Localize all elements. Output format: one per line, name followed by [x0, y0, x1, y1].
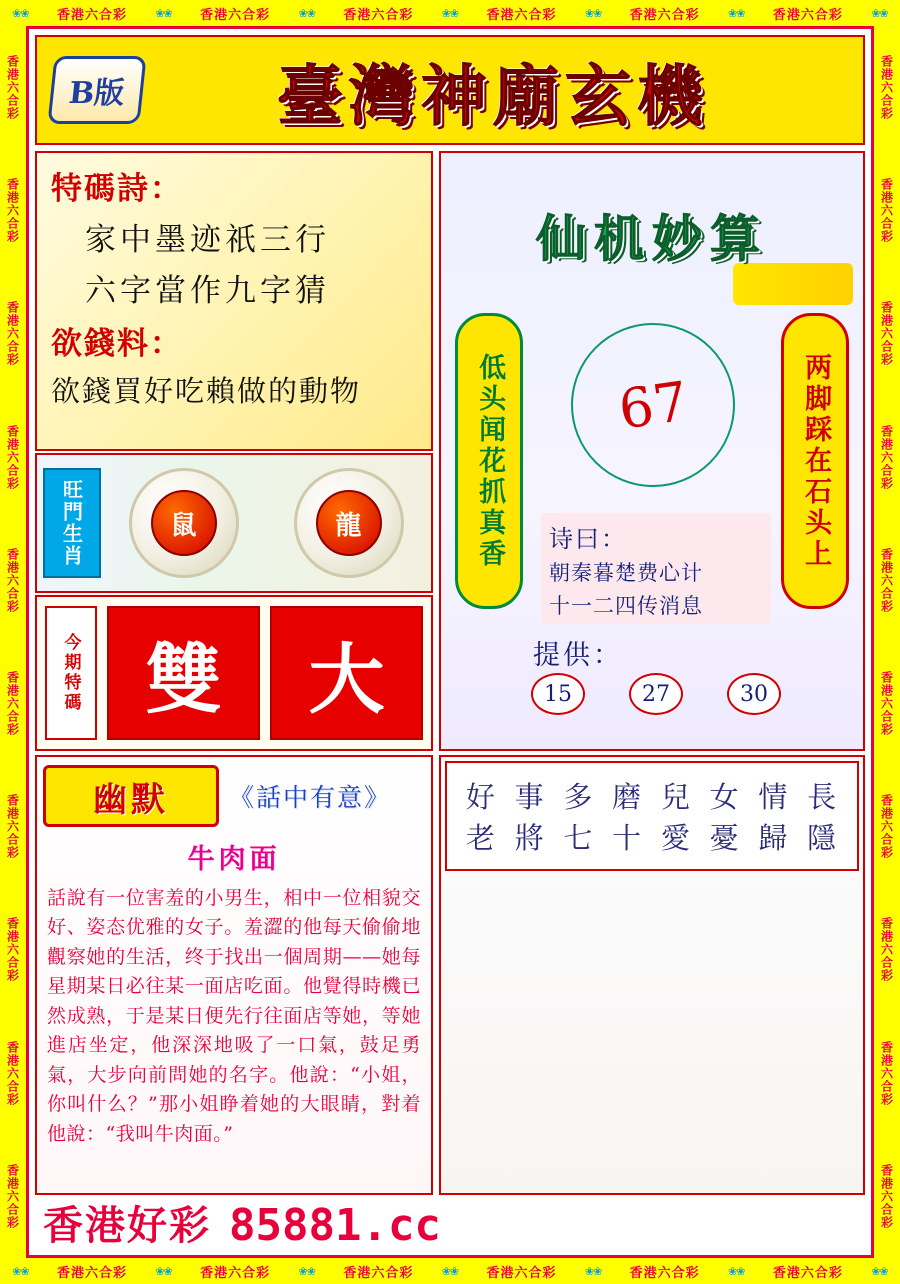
phrase-char: 憂: [709, 821, 741, 855]
phrase-char: 長: [807, 780, 839, 814]
phrase-char: 十: [612, 821, 644, 855]
marquee-text: 香港六合彩: [5, 1163, 20, 1229]
phrase-char: 情: [758, 780, 790, 814]
phrase-char: 愛: [660, 821, 692, 855]
marquee-text: 香港六合彩: [5, 547, 20, 613]
marquee-text: 香港六合彩: [200, 1265, 271, 1281]
marquee-text: 香港六合彩: [879, 55, 894, 121]
zodiac-glyph: 鼠: [151, 490, 217, 556]
humour-story-title: 牛肉面: [187, 844, 281, 875]
humour-story-body: 話說有一位害羞的小男生，相中一位相貌交好、姿态优雅的女子。羞澀的他每天偷偷地觀察她的生活，终于找出一個周期——她每星期某日必往某一面店吃面。他覺得時機已然成熟，于是某日便先行往面店等她，等她進店坐定，他深深地吸了一口氣，鼓足勇氣，大步向前問她的名字。他說：“小姐，你叫什么？”那小姐睁着她的大眼睛，對着他說：“我叫牛肉面。”: [47, 887, 421, 1145]
humour-panel: [35, 755, 433, 1195]
phrase-char: 兒: [660, 780, 692, 814]
oracle-poem-title: 诗曰：: [549, 525, 627, 553]
marquee-text: 香港六合彩: [879, 301, 894, 367]
poem-line-1: 家中墨迹祇三行: [85, 222, 330, 258]
marquee-dots: ❀❀: [155, 6, 172, 20]
marquee-text: 香港六合彩: [879, 794, 894, 860]
marquee-dots: ❀❀: [871, 1264, 888, 1278]
phrase-char: 七: [563, 821, 595, 855]
marquee-dots: ❀❀: [584, 1264, 602, 1278]
special-code-tag: 今期特碼: [45, 606, 97, 740]
oracle-circle-number: 67: [614, 369, 692, 441]
oracle-poem-line-1: 朝秦暮楚费心计: [549, 561, 703, 585]
marquee-text: 香港六合彩: [879, 547, 894, 613]
phrase-char: 多: [563, 780, 595, 814]
marquee-dots: ❀❀: [728, 1264, 745, 1278]
special-code-cell: 雙: [107, 606, 260, 740]
humour-badge: 幽默: [43, 765, 219, 827]
poem-line-2: 六字當作九字猜: [85, 273, 330, 309]
marquee-dots: ❀❀: [12, 1264, 29, 1278]
number-ball: 27: [629, 673, 683, 715]
marquee-dots: ❀❀: [728, 6, 745, 20]
footer-watermark: [43, 1194, 441, 1251]
phrase-strip: [445, 761, 859, 871]
footer-brand: 香港好彩: [43, 1202, 211, 1249]
oracle-title: 仙机妙算: [536, 209, 768, 268]
marquee-text: 香港六合彩: [5, 178, 20, 244]
special-code-poem-box: [35, 151, 433, 451]
marquee-dots: ❀❀: [584, 6, 602, 20]
marquee-text: 香港六合彩: [5, 55, 20, 121]
phrase-char: 事: [514, 780, 546, 814]
zodiac-tag-label: 旺門生肖: [43, 468, 101, 578]
phrase-char: 好: [465, 780, 497, 814]
marquee-text: 香港六合彩: [200, 7, 271, 23]
title-banner: [35, 35, 865, 145]
special-code-box: [35, 595, 433, 751]
phrase-char: 老: [465, 821, 497, 855]
phrase-line-2: [457, 816, 847, 857]
marquee-text: 香港六合彩: [772, 7, 843, 23]
phrase-char: 女: [709, 780, 741, 814]
number-ball: 15: [531, 673, 585, 715]
number-ball: 30: [727, 673, 781, 715]
zodiac-coin-list: [101, 468, 431, 578]
marquee-dots: ❀❀: [441, 1264, 459, 1278]
oracle-pillar-left: 低头闻花抓真香: [455, 313, 523, 609]
marquee-text: 香港六合彩: [772, 1265, 843, 1281]
marquee-dots: ❀❀: [298, 6, 315, 20]
marquee-text: 香港六合彩: [5, 671, 20, 737]
humour-subtitle: 《話中有意》: [229, 783, 392, 812]
marquee-text: 香港六合彩: [5, 424, 20, 490]
footer-url: 85881.cc: [229, 1200, 441, 1251]
oracle-pillar-right: 两脚踩在石头上: [781, 313, 849, 609]
marquee-text: 香港六合彩: [879, 1163, 894, 1229]
marquee-dots: ❀❀: [298, 1264, 315, 1278]
marquee-bottom: [0, 1258, 900, 1284]
phrase-char: 將: [514, 821, 546, 855]
marquee-text: 香港六合彩: [5, 1040, 20, 1106]
special-code-cell: 大: [270, 606, 423, 740]
page-title: 臺灣神廟玄機: [277, 56, 709, 135]
zodiac-coin: [129, 468, 239, 578]
marquee-text: 香港六合彩: [629, 1265, 700, 1281]
marquee-dots: ❀❀: [155, 1264, 172, 1278]
marquee-dots: ❀❀: [441, 6, 459, 20]
marquee-dots: ❀❀: [871, 6, 888, 20]
provided-numbers: [531, 673, 781, 715]
zodiac-coin: [294, 468, 404, 578]
phrase-char: 隱: [807, 821, 839, 855]
phrase-char: 磨: [612, 780, 644, 814]
marquee-text: 香港六合彩: [56, 7, 127, 23]
zodiac-box: [35, 453, 433, 593]
marquee-top: [0, 0, 900, 26]
marquee-left: [0, 26, 26, 1258]
poem-line-3: 欲錢買好吃賴做的動物: [51, 374, 362, 408]
provide-label: 提供：: [533, 640, 623, 671]
marquee-text: 香港六合彩: [343, 1265, 414, 1281]
marquee-text: 香港六合彩: [56, 1265, 127, 1281]
oracle-circle: [571, 323, 735, 487]
oracle-poem-line-2: 十一二四传消息: [549, 594, 703, 618]
marquee-text: 香港六合彩: [879, 671, 894, 737]
oracle-poem-card: [541, 513, 771, 623]
marquee-right: [874, 26, 900, 1258]
oracle-panel: [439, 151, 865, 751]
marquee-text: 香港六合彩: [5, 794, 20, 860]
poem-label-special-code: 特碼詩：: [51, 171, 183, 207]
phrase-char: 歸: [758, 821, 790, 855]
marquee-text: 香港六合彩: [5, 917, 20, 983]
humour-header: [37, 757, 431, 827]
marquee-text: 香港六合彩: [879, 178, 894, 244]
marquee-dots: ❀❀: [12, 6, 29, 20]
marquee-text: 香港六合彩: [486, 7, 557, 23]
phrase-panel: [439, 755, 865, 1195]
marquee-text: 香港六合彩: [879, 424, 894, 490]
poem-label-money: 欲錢料：: [51, 326, 183, 362]
phrase-line-1: [457, 775, 847, 816]
marquee-text: 香港六合彩: [879, 1040, 894, 1106]
marquee-text: 香港六合彩: [486, 1265, 557, 1281]
marquee-text: 香港六合彩: [629, 7, 700, 23]
marquee-text: 香港六合彩: [343, 7, 414, 23]
marquee-text: 香港六合彩: [879, 917, 894, 983]
edition-badge: B版: [47, 56, 146, 124]
zodiac-glyph: 龍: [316, 490, 382, 556]
marquee-text: 香港六合彩: [5, 301, 20, 367]
content-frame: [26, 26, 874, 1258]
